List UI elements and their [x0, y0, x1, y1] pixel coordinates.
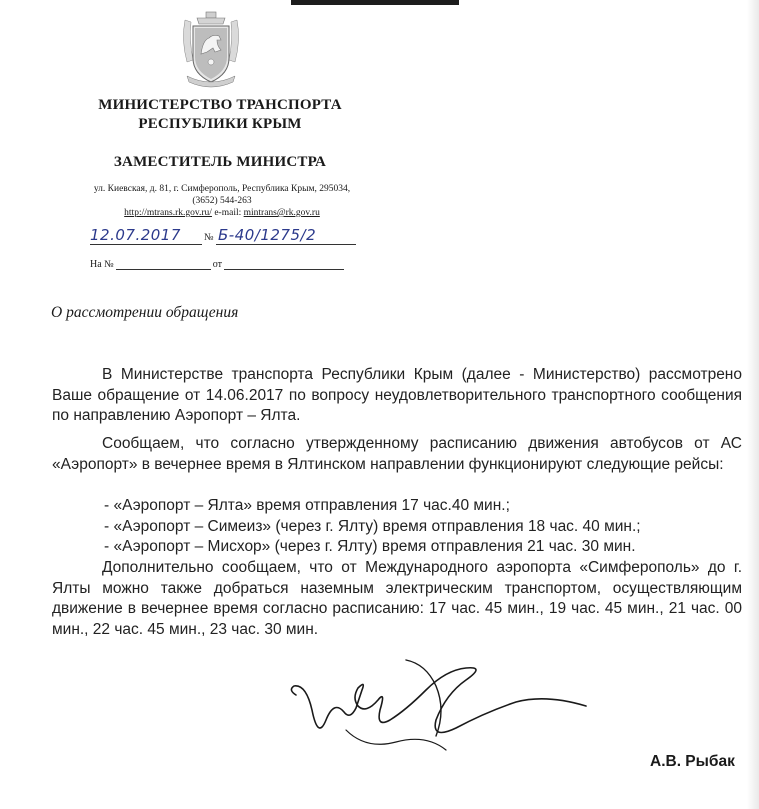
website-link[interactable]: http://mtrans.rk.gov.ru/ [124, 208, 212, 218]
ministry-line-2: РЕСПУБЛИКИ КРЫМ [138, 116, 302, 132]
registration-line [90, 222, 410, 248]
ministry-line-1: МИНИСТЕРСТВО ТРАНСПОРТА [98, 97, 342, 113]
registration-number: Б-40/1275/2 [218, 226, 317, 244]
email-label: e-mail: [214, 208, 242, 218]
paragraph-1-text: В Министерстве транспорта Республики Крым (далее - Министерство) рассмотрено Ваше обращение от 14.06.2017 по вопросу неудовлетворительного транспортного сообщения по направлению Аэропорт – Ялта. [52, 366, 742, 424]
list-item: - «Аэропорт – Мисхор» (через г. Ялту) время отправления 21 час. 30 мин. [104, 538, 636, 555]
signer-name: А.В. Рыбак [650, 753, 735, 770]
ministry-name [50, 96, 390, 134]
position-title: ЗАМЕСТИТЕЛЬ МИНИСТРА [113, 154, 327, 170]
crimea-coat-of-arms-icon [179, 10, 243, 90]
list-item: - «Аэропорт – Ялта» время отправления 17 час.40 мин.; [104, 497, 510, 514]
phone: (3652) 544-263 [192, 196, 252, 206]
email-link[interactable]: mintrans@rk.gov.ru [243, 208, 320, 218]
date-underline [90, 244, 202, 245]
from-label: от [212, 259, 222, 270]
web-contacts [52, 208, 392, 219]
in-reply-number-blank [116, 259, 211, 270]
number-underline [216, 244, 356, 245]
paragraph-1 [52, 365, 742, 427]
scan-top-bar [291, 0, 459, 5]
routes-list [52, 496, 742, 558]
subject: О рассмотрении обращения [51, 304, 239, 321]
scan-edge-shadow [747, 0, 759, 809]
paragraph-2-text: Сообщаем, что согласно утвержденному расписанию движения автобусов от АС «Аэропорт» в вечернее время в Ялтинском направлении функционируют следующие рейсы: [52, 435, 742, 473]
paragraph-2 [52, 434, 742, 475]
in-reply-date-blank [224, 259, 344, 270]
paragraph-3-text: Дополнительно сообщаем, что от Международного аэропорта «Симферополь» до г. Ялты можно также добраться наземным электрическим транспортом, осуществляющим движение в вечернее время согласно расписанию: 17 час. 45 мин., 19 час. 45 мин., 21 час. 00 мин., 22 час. 45 мин., 23 час. 30 мин. [52, 559, 742, 638]
address: ул. Киевская, д. 81, г. Симферополь, Республика Крым, 295034, [93, 184, 351, 194]
registration-number-label: № [204, 232, 214, 243]
in-reply-label: На № [90, 259, 114, 270]
paragraph-3 [52, 558, 742, 640]
registration-date: 12.07.2017 [90, 226, 181, 244]
handwritten-signature [286, 650, 596, 760]
in-reply-line [90, 259, 346, 270]
list-item: - «Аэропорт – Симеиз» (через г. Ялту) время отправления 18 час. 40 мин.; [104, 517, 641, 535]
